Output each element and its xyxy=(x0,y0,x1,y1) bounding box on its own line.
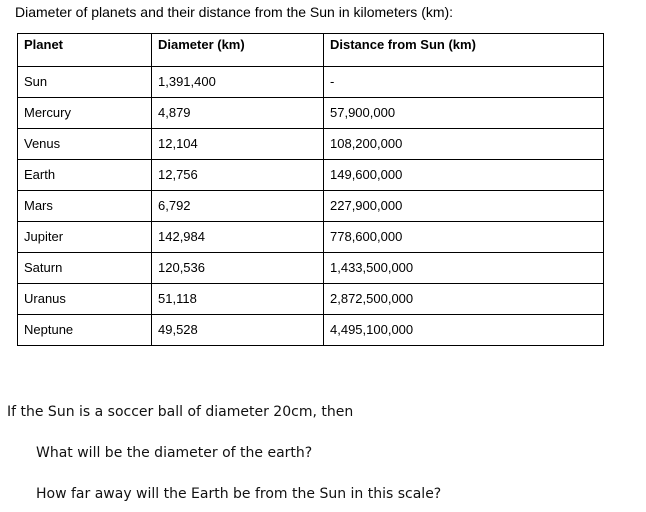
planet-name-cell: Mercury xyxy=(18,98,152,129)
diameter-cell: 6,792 xyxy=(152,191,324,222)
diameter-cell: 12,756 xyxy=(152,160,324,191)
diameter-cell: 49,528 xyxy=(152,315,324,346)
column-header-diameter: Diameter (km) xyxy=(152,34,324,67)
distance-cell: - xyxy=(324,67,604,98)
planet-name-cell: Venus xyxy=(18,129,152,160)
distance-cell: 1,433,500,000 xyxy=(324,253,604,284)
table-row xyxy=(18,284,604,315)
planet-name-cell: Saturn xyxy=(18,253,152,284)
distance-cell: 778,600,000 xyxy=(324,222,604,253)
table-row xyxy=(18,253,604,284)
distance-cell: 149,600,000 xyxy=(324,160,604,191)
diameter-cell: 120,536 xyxy=(152,253,324,284)
table-row xyxy=(18,222,604,253)
distance-cell: 227,900,000 xyxy=(324,191,604,222)
table-row xyxy=(18,160,604,191)
table-row xyxy=(18,191,604,222)
diameter-cell: 142,984 xyxy=(152,222,324,253)
diameter-cell: 4,879 xyxy=(152,98,324,129)
planet-name-cell: Earth xyxy=(18,160,152,191)
distance-cell: 57,900,000 xyxy=(324,98,604,129)
question-intro: If the Sun is a soccer ball of diameter 20cm, then xyxy=(7,404,354,420)
diameter-cell: 51,118 xyxy=(152,284,324,315)
planet-table xyxy=(17,33,604,346)
planet-name-cell: Jupiter xyxy=(18,222,152,253)
distance-cell: 108,200,000 xyxy=(324,129,604,160)
column-header-planet: Planet xyxy=(18,34,152,67)
question-earth-diameter: What will be the diameter of the earth? xyxy=(36,445,313,461)
diameter-cell: 1,391,400 xyxy=(152,67,324,98)
distance-cell: 2,872,500,000 xyxy=(324,284,604,315)
table-row xyxy=(18,67,604,98)
planet-name-cell: Sun xyxy=(18,67,152,98)
table-row xyxy=(18,98,604,129)
column-header-distance: Distance from Sun (km) xyxy=(324,34,604,67)
table-row xyxy=(18,315,604,346)
planet-name-cell: Neptune xyxy=(18,315,152,346)
diameter-cell: 12,104 xyxy=(152,129,324,160)
table-header-row xyxy=(18,34,604,67)
table-row xyxy=(18,129,604,160)
question-earth-distance: How far away will the Earth be from the Sun in this scale? xyxy=(36,486,442,502)
planet-name-cell: Mars xyxy=(18,191,152,222)
distance-cell: 4,495,100,000 xyxy=(324,315,604,346)
planet-name-cell: Uranus xyxy=(18,284,152,315)
document-heading: Diameter of planets and their distance from the Sun in kilometers (km): xyxy=(15,4,454,20)
